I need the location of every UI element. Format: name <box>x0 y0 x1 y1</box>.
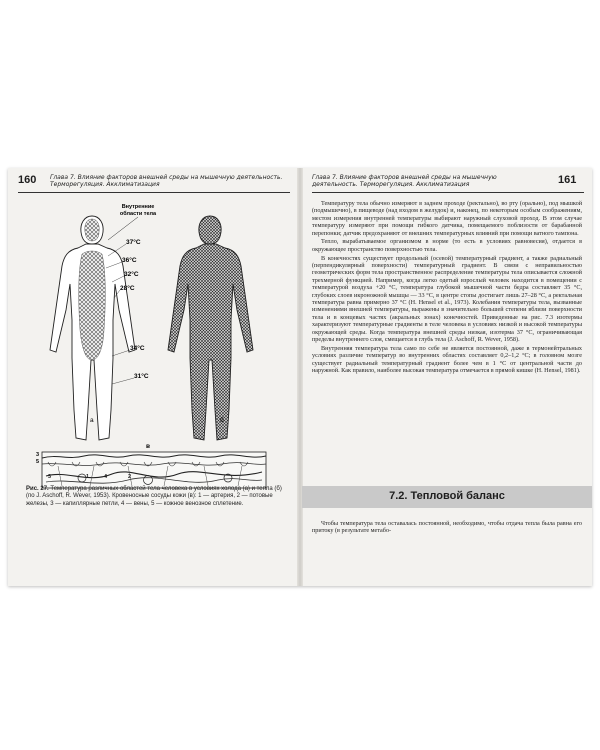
body-text <box>312 200 582 376</box>
temp-36: 36°С <box>122 257 137 264</box>
section-intro-text <box>312 520 582 535</box>
temp-34: 34°С <box>130 345 145 352</box>
skin-label-1: 1 <box>86 474 90 480</box>
skin-label-3-top: 3 <box>36 452 40 458</box>
paragraph: Внутренняя температура тела само по себе не является постоянной, даже в термонейтральных условиях различие температур во внутренних областях составляет 0,2–1,2 °С; в головном мозге существует радиальный температурный градиент более чем в 1 °С от центральной части до наружной. Как правило, наиболее высокая температура отмечается в прямой кишке (H. Hensel, 1981). <box>312 344 582 375</box>
inner-region-label-2: области тела <box>119 211 157 217</box>
figure-caption <box>26 486 284 508</box>
figure-27 <box>28 200 278 490</box>
left-page <box>8 168 298 586</box>
paragraph: Чтобы температура тела оставалась постоянной, необходимо, чтобы отдача тепла была равна его притоку (в результате метабо- <box>312 520 582 535</box>
header-rule-left <box>18 192 290 193</box>
temp-leader-34 <box>112 350 130 356</box>
figure-27-drawing <box>28 200 278 490</box>
paragraph: Температуру тела обычно измеряют в заднем проходе (ректально), во рту (орально), под мышкой (подмышечно), в пищеводе (над входом в желудок) и, наконец, по некоторым особым соображениям, местом измерения внутренней температуры выбирают наружный слуховой проход. В этом случае температуру измеряют при помощи гибкого датчика, помещаемого поблизости от барабанной перепонки; датчик предохраняют от внешних температурных влияний при помощи ватного тампона. <box>312 200 582 237</box>
section-heading-bar <box>302 486 592 508</box>
skin-label-3-bottom: 3 <box>48 474 52 480</box>
section-title: 7.2. Тепловой баланс <box>389 490 505 502</box>
temp-31: 31°С <box>134 373 149 380</box>
caption-prefix: Рис. 27. <box>26 486 49 492</box>
page-number-left: 160 <box>18 174 37 186</box>
temp-37: 37°С <box>126 239 141 246</box>
body-outline-b <box>168 216 253 440</box>
body-outline-a <box>50 216 135 440</box>
skin-label-5: 5 <box>36 459 40 465</box>
inner-region-label-1: Внутренние <box>121 204 155 210</box>
label-b: б <box>220 417 224 424</box>
skin-label-4: 4 <box>104 474 108 480</box>
running-header-right: Глава 7. Влияние факторов внешней среды на мышечную деятельность. Терморегуляция. Акклиматизация <box>312 174 497 188</box>
temp-leader-31 <box>112 378 134 384</box>
label-v: в <box>146 443 150 450</box>
skin-labels-bottom <box>48 474 268 482</box>
running-header-left: Глава 7. Влияние факторов внешней среды на мышечную деятельность. Терморегуляция. Акклиматизация <box>50 174 283 188</box>
label-a: а <box>90 417 94 424</box>
paragraph: Тепло, вырабатываемое организмом в норме (то есть в условиях равновесия), отдается в окружающее пространство поверхностью тела. <box>312 238 582 253</box>
temp-32: 32°С <box>124 271 139 278</box>
caption-text: Температура различных областей тела человека в условиях холода (а) и тепла (б) (по J. Aschoff, R. Wever, 1953). Кровеносные сосуды кожи (в): 1 — артерия, 2 — потовые железы, 3 — капиллярные петли, 4 — вены, 5 — кожное венозное сплетение. <box>26 486 282 507</box>
pointer-line <box>108 217 138 240</box>
header-rule-right <box>312 192 584 193</box>
page-number-right: 161 <box>558 174 577 186</box>
book-spread <box>8 168 592 586</box>
paragraph: В конечностях существует продольный (осевой) температурный градиент, а также радиальный (перпендикулярный поверхности) температурный градиент. В связи с неправильностью геометрических форм тела пространственное распределение температуры тела описывается сложной трехмерной функцией. Например, когда легко одетый взрослый человек находится в помещении с температурой воздуха +20 °С, температура глубокой мышечной части бедра составляет 35 °С, глубоких слоев икроножной мышцы — 33 °С, в центре стопы достигает лишь 27–28 °С, а ректальная температура равна примерно 37 °С (H. Hensel et al., 1973). Колебания температуры тела, вызванные изменениями внешней температуры, выражены в значительно большей степени вблизи поверхности тела и в концевых частях (акральных зонах) конечностей. Приведенные на рис. 7.3 изотермы характеризуют температурные градиенты в теле человека в условиях низкой и высокой температуры окружающей среды. Когда температура внешней среды низкая, изотерма 37 °С, ограничивающая пределы внутреннего слоя, смещается в глубь тела (J. Aschoff, R. Wever, 1958). <box>312 254 582 344</box>
skin-cross-section <box>42 452 266 488</box>
right-page <box>302 168 592 586</box>
temp-28: 28°С <box>120 285 135 292</box>
skin-label-2: 2 <box>128 474 132 480</box>
